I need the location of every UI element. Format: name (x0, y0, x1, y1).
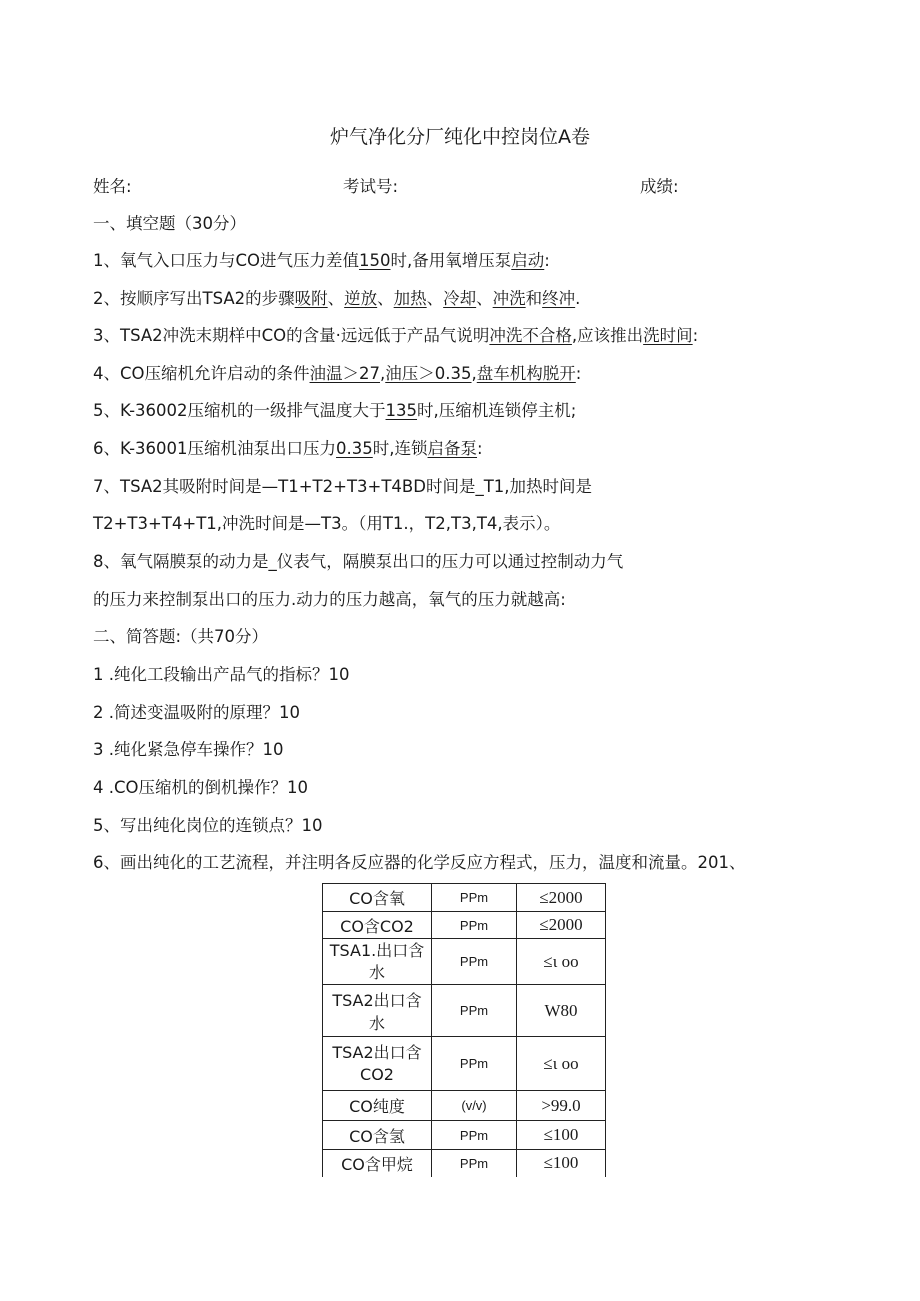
table-row (323, 912, 606, 939)
fill-question-1 (93, 249, 550, 273)
spec-value: ≤ι oo (517, 939, 606, 985)
score-label: 成绩: (640, 177, 679, 196)
short-question-5: 5、写出纯化岗位的连锁点？10 (93, 816, 323, 835)
q4-end: : (575, 364, 582, 383)
spec-item: CO含甲烷 (323, 1150, 432, 1177)
exam-number-label: 考试号: (343, 177, 399, 196)
q3-answer-1: 冲洗不合格 (489, 326, 572, 345)
fill-question-8-line1: 8、氧气隔膜泵的动力是_仪表气，隔膜泵出口的压力可以通过控制动力气 (93, 552, 624, 571)
fill-question-7-line1: 7、TSA2其吸附时间是—T1+T2+T3+T4BD时间是_T1,加热时间是 (93, 477, 593, 496)
spec-item: TSA2出口含CO2 (323, 1037, 432, 1091)
table-row (323, 884, 606, 912)
q2-step-4: 冷却 (443, 289, 477, 308)
spec-value: W80 (517, 985, 606, 1037)
fill-question-4 (93, 362, 581, 386)
name-label: 姓名: (93, 177, 132, 196)
table-row (323, 1091, 606, 1121)
q5-text: 5、K-36002压缩机的一级排气温度大于 (93, 401, 386, 420)
q2-end: . (575, 289, 581, 308)
spec-item: CO含氧 (323, 884, 432, 912)
q4-answer-1: 油温＞27 (309, 364, 381, 383)
spec-unit: PPm (432, 1037, 517, 1091)
spec-unit: PPm (432, 884, 517, 912)
q6-answer-2: 启备泵 (427, 439, 478, 458)
q6-answer-1: 0.35 (336, 439, 373, 458)
fill-question-3 (93, 324, 698, 348)
spec-value: ≤2000 (517, 912, 606, 939)
table-row (323, 1121, 606, 1150)
q2-step-6: 终冲 (542, 289, 576, 308)
q1-answer-1: 150 (359, 251, 391, 270)
q4-sep: , (380, 364, 386, 383)
q2-and: 和 (525, 289, 543, 308)
spec-unit: PPm (432, 939, 517, 985)
product-spec-table (322, 883, 606, 1177)
spec-value: ≤100 (517, 1150, 606, 1177)
q6-text: 6、K-36001压缩机油泵出口压力 (93, 439, 337, 458)
short-question-4: 4 .CO压缩机的倒机操作？10 (93, 778, 308, 797)
q2-sep: 、 (327, 289, 345, 308)
q3-text: 3、TSA2冲洗末期样中CO的含量·远远低于产品气说明 (93, 326, 490, 345)
section1-heading: 一、填空题（30分） (93, 214, 246, 233)
q3-end: : (692, 326, 699, 345)
table-row (323, 985, 606, 1037)
spec-item: CO纯度 (323, 1091, 432, 1121)
section2-heading: 二、简答题:（共70分） (93, 627, 269, 646)
spec-unit: (v/v) (432, 1091, 517, 1121)
spec-item: TSA1.出口含水 (323, 939, 432, 985)
q2-sep: 、 (426, 289, 444, 308)
q5-answer: 135 (385, 401, 418, 420)
q6-end: : (477, 439, 483, 458)
spec-unit: PPm (432, 912, 517, 939)
q2-step-2: 逆放 (344, 289, 378, 308)
q4-answer-3: 盘车机构脱开 (476, 364, 576, 383)
q4-sep: , (471, 364, 477, 383)
spec-unit: PPm (432, 1121, 517, 1150)
short-question-2: 2 .简述变温吸附的原理？10 (93, 703, 300, 722)
spec-unit: PPm (432, 1150, 517, 1177)
spec-item: CO含氢 (323, 1121, 432, 1150)
spec-value: ≤ι oo (517, 1037, 606, 1091)
spec-item: CO含CO2 (323, 912, 432, 939)
fill-question-2 (93, 287, 580, 311)
q4-answer-2: 油压＞0.35 (385, 364, 472, 383)
q4-text: 4、CO压缩机允许启动的条件 (93, 364, 310, 383)
table-row (323, 1150, 606, 1177)
spec-value: >99.0 (517, 1091, 606, 1121)
spec-unit: PPm (432, 985, 517, 1037)
spec-value: ≤100 (517, 1121, 606, 1150)
q1-text-2: 时,备用氧增压泵 (390, 251, 512, 270)
q6-text-2: 时,连锁 (372, 439, 428, 458)
fill-question-6 (93, 437, 483, 461)
spec-value: ≤2000 (517, 884, 606, 912)
q1-answer-2: 启动 (511, 251, 545, 270)
q2-text: 2、按顺序写出TSA2的步骤 (93, 289, 295, 308)
table-row (323, 1037, 606, 1091)
q2-sep: 、 (377, 289, 394, 308)
q3-text-2: ,应该推出 (571, 326, 644, 345)
q2-step-3: 加热 (393, 289, 427, 308)
q2-step-5: 冲洗 (492, 289, 526, 308)
short-question-3: 3 .纯化紧急停车操作？10 (93, 740, 284, 759)
fill-question-5 (93, 399, 576, 423)
document-title: 炉气净化分厂纯化中控岗位A卷 (330, 126, 590, 148)
fill-question-7-line2: T2+T3+T4+T1,冲洗时间是—T3。（用T1.，T2,T3,T4,表示）。 (93, 514, 561, 533)
fill-question-8-line2: 的压力来控制泵出口的压力.动力的压力越高，氧气的压力就越高: (93, 590, 566, 609)
table-row (323, 939, 606, 985)
q2-sep: 、 (476, 289, 493, 308)
q2-step-1: 吸附 (294, 289, 328, 308)
short-question-1: 1 .纯化工段输出产品气的指标？10 (93, 665, 350, 684)
q1-text: 1、氧气入口压力与CO进气压力差值 (93, 251, 360, 270)
q1-end: : (544, 251, 550, 270)
q5-text-2: 时,压缩机连锁停主机; (417, 401, 577, 420)
q3-answer-2: 洗时间 (643, 326, 693, 345)
short-question-6: 6、画出纯化的工艺流程，并注明各反应器的化学反应方程式，压力，温度和流量。201、 (93, 853, 746, 872)
spec-item: TSA2出口含水 (323, 985, 432, 1037)
